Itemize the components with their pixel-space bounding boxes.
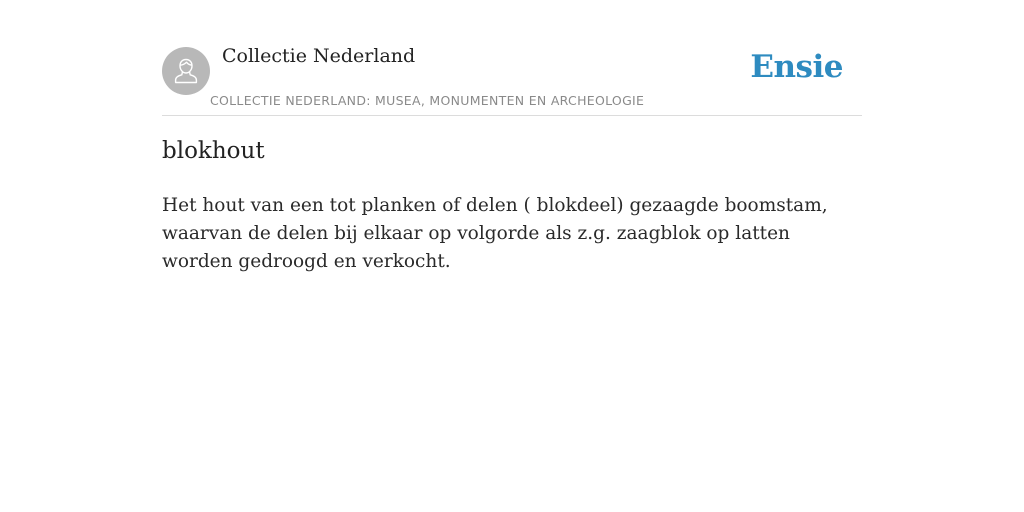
entry-term: blokhout <box>162 138 265 164</box>
entry-header <box>162 0 862 116</box>
ensie-logo[interactable]: Ensie <box>750 49 843 85</box>
source-label[interactable]: COLLECTIE NEDERLAND: MUSEA, MONUMENTEN EN ARCHEOLOGIE <box>210 93 645 108</box>
user-silhouette-icon <box>171 56 201 86</box>
entry-definition: Het hout van een tot planken of delen ( blokdeel) gezaagde boomstam, waarvan de delen bij elkaar op volgorde als z.g. zaagblok op latten worden gedroogd en verkocht. <box>162 195 828 272</box>
author-name[interactable]: Collectie Nederland <box>222 45 416 67</box>
avatar[interactable] <box>162 47 210 95</box>
entry-card <box>162 0 862 272</box>
